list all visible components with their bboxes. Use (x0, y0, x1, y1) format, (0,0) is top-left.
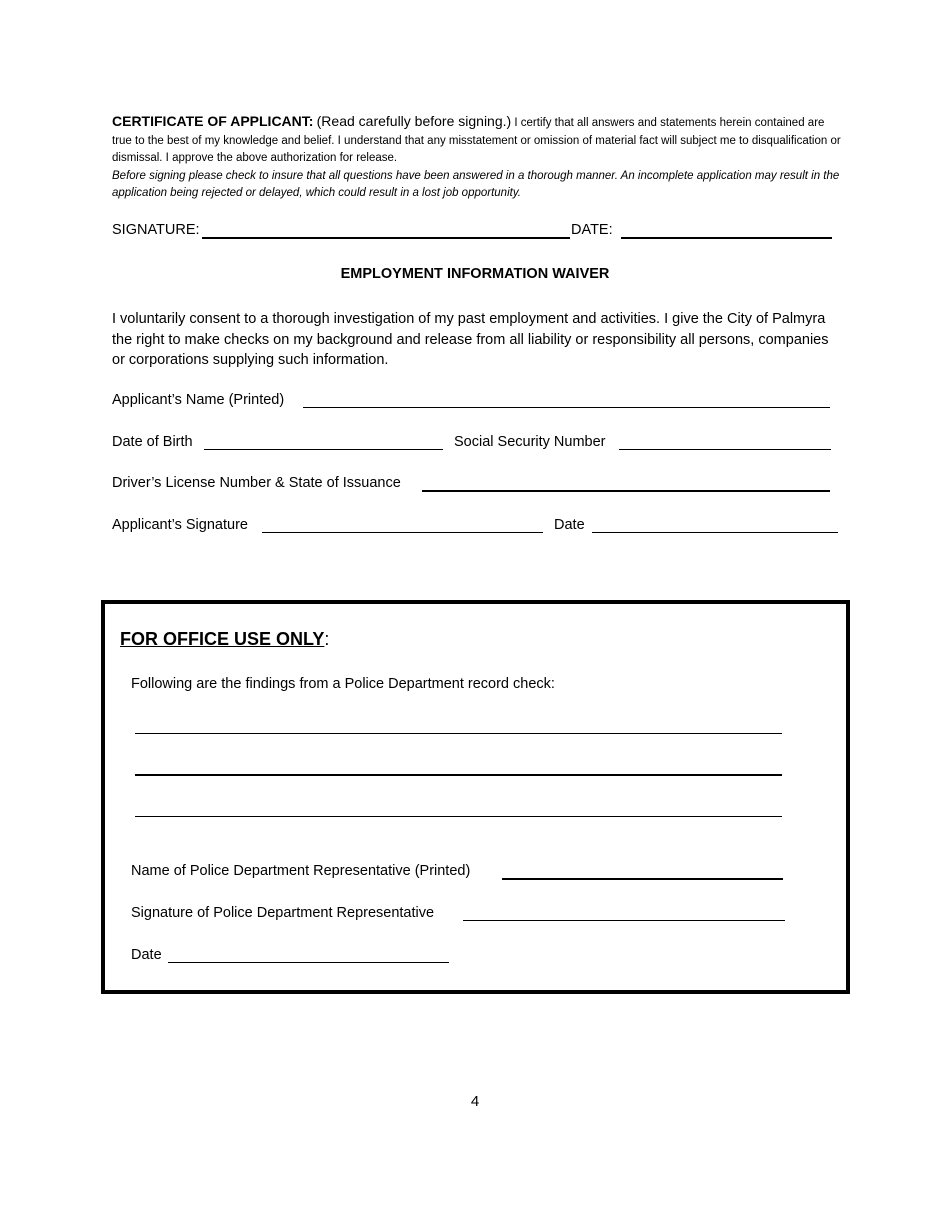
applicant-signature-label: Applicant’s Signature (112, 517, 248, 533)
findings-line-1[interactable] (135, 733, 782, 734)
rep-signature-label: Signature of Police Department Representative (131, 905, 435, 921)
rep-signature-field[interactable] (463, 920, 785, 921)
office-use-box (101, 600, 850, 994)
page-number: 4 (470, 1093, 480, 1110)
dob-label: Date of Birth (112, 434, 193, 450)
applicant-date-label: Date (554, 517, 585, 533)
signature-label: SIGNATURE: (112, 222, 200, 238)
office-use-title-colon: : (324, 629, 330, 649)
ssn-field[interactable] (619, 449, 831, 450)
findings-line-2[interactable] (135, 774, 782, 776)
office-date-label: Date (131, 947, 162, 963)
rep-name-label: Name of Police Department Representative (Printed) (131, 863, 471, 879)
dob-field[interactable] (204, 449, 443, 450)
applicant-signature-field[interactable] (262, 532, 543, 533)
date-label: DATE: (571, 222, 613, 238)
office-use-title (120, 629, 329, 650)
certificate-statement: I certify that all answers and statements herein contained are true to the best of my knowledge and belief. I understand that any misstatement or omission of material fact will subject me to disqualification or dismissal. I approve the above authorization for release. (112, 117, 841, 164)
office-date-field[interactable] (168, 962, 449, 963)
applicant-date-field[interactable] (592, 532, 838, 533)
findings-label: Following are the findings from a Police Department record check: (131, 676, 555, 692)
read-carefully-note: (Read carefully before signing.) (316, 113, 512, 129)
waiver-title: EMPLOYMENT INFORMATION WAIVER (340, 266, 610, 282)
waiver-paragraph: I voluntarily consent to a thorough investigation of my past employment and activities. I give the City of Palmyra the right to make checks on my background and release from all liability or responsibility all persons, companies or corporations supplying such information. (112, 311, 829, 368)
date-field[interactable] (621, 237, 832, 239)
office-use-title-text: FOR OFFICE USE ONLY (120, 629, 325, 649)
license-field[interactable] (422, 490, 830, 492)
rep-name-field[interactable] (502, 878, 783, 880)
findings-line-3[interactable] (135, 816, 782, 817)
certificate-italic-note: Before signing please check to insure that all questions have been answered in a thorough manner. An incomplete application may result in the application being rejected or delayed, which could result in a lost job opportunity. (112, 169, 840, 199)
ssn-label: Social Security Number (454, 434, 606, 450)
signature-field[interactable] (202, 237, 570, 239)
certificate-of-applicant (112, 113, 842, 203)
license-label: Driver’s License Number & State of Issuance (112, 475, 401, 491)
certificate-heading: CERTIFICATE OF APPLICANT: (112, 113, 314, 129)
applicant-name-field[interactable] (303, 407, 830, 408)
applicant-name-label: Applicant’s Name (Printed) (112, 392, 285, 408)
